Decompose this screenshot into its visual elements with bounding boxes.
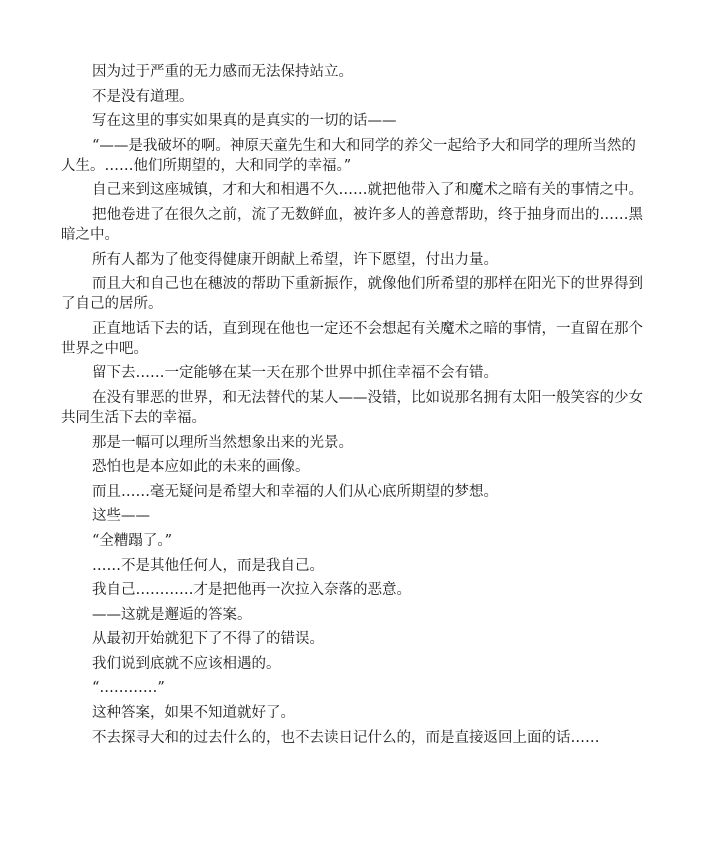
paragraph: 在没有罪恶的世界，和无法替代的某人——没错，比如说那名拥有太阳一般笑容的少女共同生活下去的幸福。 (61, 389, 643, 426)
paragraph: 而且……毫无疑问是希望大和幸福的人们从心底所期望的梦想。 (92, 483, 498, 500)
paragraph: ——这就是邂逅的答案。 (92, 606, 252, 623)
paragraph: 自己来到这座城镇，才和大和相遇不久……就把他带入了和魔术之暗有关的事情之中。 (92, 182, 643, 199)
paragraph: ……不是其他任何人，而是我自己。 (92, 557, 324, 574)
paragraph: 留下去……一定能够在某一天在那个世界中抓住幸福不会有错。 (92, 365, 498, 382)
paragraph: 我自己…………才是把他再一次拉入奈落的恶意。 (92, 582, 411, 599)
paragraph: 正直地话下去的话，直到现在他也一定还不会想起有关魔术之暗的事情，一直留在那个世界之中吧。 (61, 320, 643, 357)
paragraph: “全糟蹋了。” (92, 532, 173, 549)
paragraph: “…………” (92, 680, 165, 697)
paragraph: 所有人都为了他变得健康开朗献上希望，许下愿望，付出力量。 (92, 251, 498, 268)
paragraph: 不是没有道理。 (92, 88, 194, 105)
paragraph: 写在这里的事实如果真的是真实的一切的话—— (92, 113, 397, 130)
paragraph: 而且大和自己也在穗波的帮助下重新振作，就像他们所希望的那样在阳光下的世界得到了自己的居所。 (61, 276, 643, 313)
paragraph: 这种答案，如果不知道就好了。 (92, 705, 295, 722)
paragraph: 把他卷进了在很久之前，流了无数鲜血，被许多人的善意帮助，终于抽身而出的……黑暗之中。 (61, 206, 643, 243)
paragraph: 恐怕也是本应如此的未来的画像。 (92, 459, 310, 476)
paragraph: 从最初开始就犯下了不得了的错误。 (92, 631, 324, 648)
paragraph: “——是我破坏的啊。神原天童先生和大和同学的养父一起给予大和同学的理所当然的人生。……他们所期望的，大和同学的幸福。” (61, 137, 636, 174)
paragraph: 不去探寻大和的过去什么的，也不去读日记什么的，而是直接返回上面的话…… (92, 729, 600, 746)
paragraph: 因为过于严重的无力感而无法保持站立。 (92, 64, 353, 80)
paragraph: 那是一幅可以理所当然想象出来的光景。 (92, 434, 353, 451)
paragraph: 我们说到底就不应该相遇的。 (92, 655, 281, 672)
document-page (61, 62, 647, 752)
paragraph: 这些—— (92, 508, 150, 525)
